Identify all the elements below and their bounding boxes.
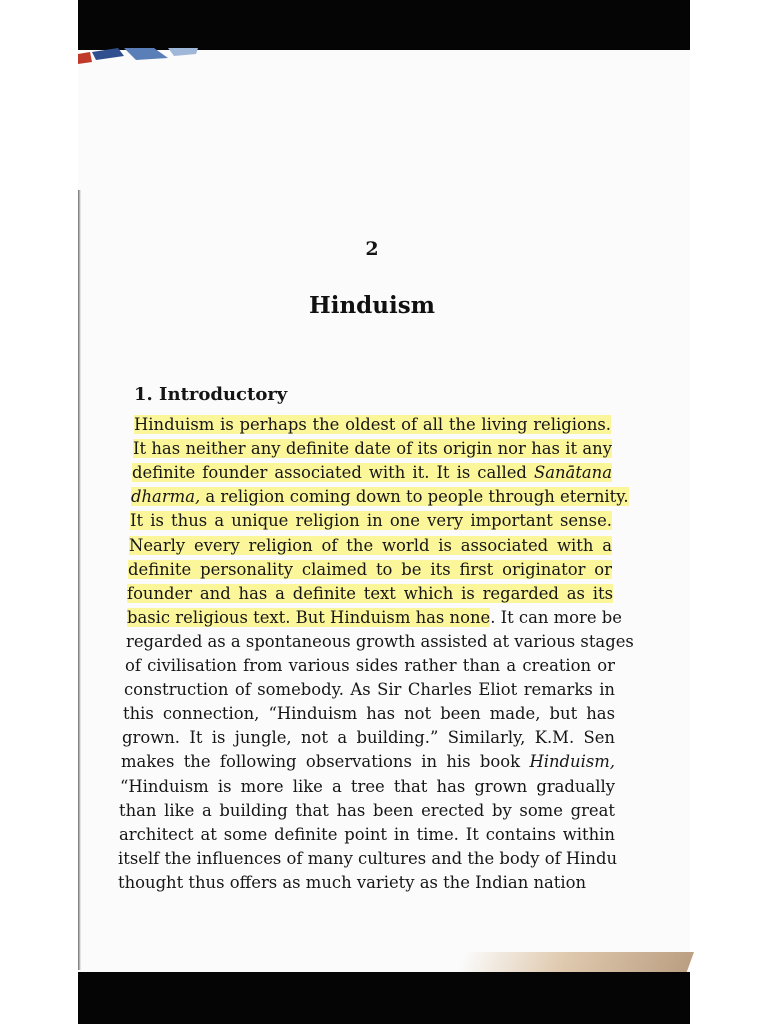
text-line — [129, 534, 612, 558]
highlighted-text: dharma, — [131, 487, 201, 507]
text-line — [128, 558, 612, 582]
text-run: itself the influences of many cultures and the body of Hindu — [118, 848, 618, 868]
text-run: thought thus offers as much variety as the Indian nation — [118, 872, 587, 892]
highlighted-text: Sanātana — [533, 463, 612, 483]
text-line — [121, 750, 615, 774]
text-run: regarded as a spontaneous growth assisted at various stages — [126, 631, 634, 651]
text-line — [120, 775, 615, 799]
highlighted-text: It has neither any definite date of its origin nor has it any — [133, 439, 612, 459]
text-line — [123, 702, 615, 726]
text-line — [125, 654, 615, 678]
highlighted-text: It is thus a unique religion in one very important sense. — [130, 511, 612, 531]
chapter-title: Hinduism — [308, 292, 436, 319]
highlighted-text: definite founder associated with it. It is called — [132, 463, 534, 483]
highlighted-text: a religion coming down to people through eternity. — [200, 487, 629, 507]
highlighted-text: Hinduism is perhaps the oldest of all the living religions. — [134, 415, 611, 434]
highlighted-text: Nearly every religion of the world is associated with a — [129, 535, 612, 555]
text-line — [118, 871, 616, 895]
text-line — [130, 509, 612, 533]
text-run: Hinduism, — [529, 752, 615, 772]
text-line — [127, 606, 622, 630]
text-run: makes the following observations in his book — [121, 752, 530, 772]
chapter-number: 2 — [365, 238, 379, 260]
text-line — [118, 847, 616, 871]
text-run: of civilisation from various sides rather than a creation or — [125, 656, 615, 675]
highlighted-text: definite personality claimed to be its first originator or — [128, 559, 612, 579]
text-line — [131, 485, 629, 509]
text-line — [122, 726, 615, 750]
text-run: “Hinduism is more like a tree that has grown gradually — [120, 776, 615, 796]
text-run: architect at some definite point in time. It contains within — [119, 824, 615, 844]
highlighted-text: founder and has a definite text which is regarded as its — [127, 583, 613, 603]
text-line — [119, 799, 615, 823]
text-line — [124, 678, 615, 702]
text-run: grown. It is jungle, not a building.” Similarly, K.M. Sen — [122, 728, 615, 748]
text-run: this connection, “Hinduism has not been made, but has — [123, 704, 615, 724]
text-run: . It can more be — [490, 607, 622, 627]
text-line — [127, 582, 613, 606]
highlighted-text: basic religious text. But Hinduism has none — [127, 607, 491, 627]
text-line — [126, 630, 634, 654]
text-run: than like a building that has been erected by some great — [119, 800, 615, 820]
text-line — [134, 413, 611, 437]
text-line — [133, 437, 612, 461]
text-line — [132, 461, 612, 485]
section-heading: 1. Introductory — [134, 384, 288, 405]
text-line — [119, 823, 615, 847]
text-run: construction of somebody. As Sir Charles Eliot remarks in — [124, 680, 615, 700]
